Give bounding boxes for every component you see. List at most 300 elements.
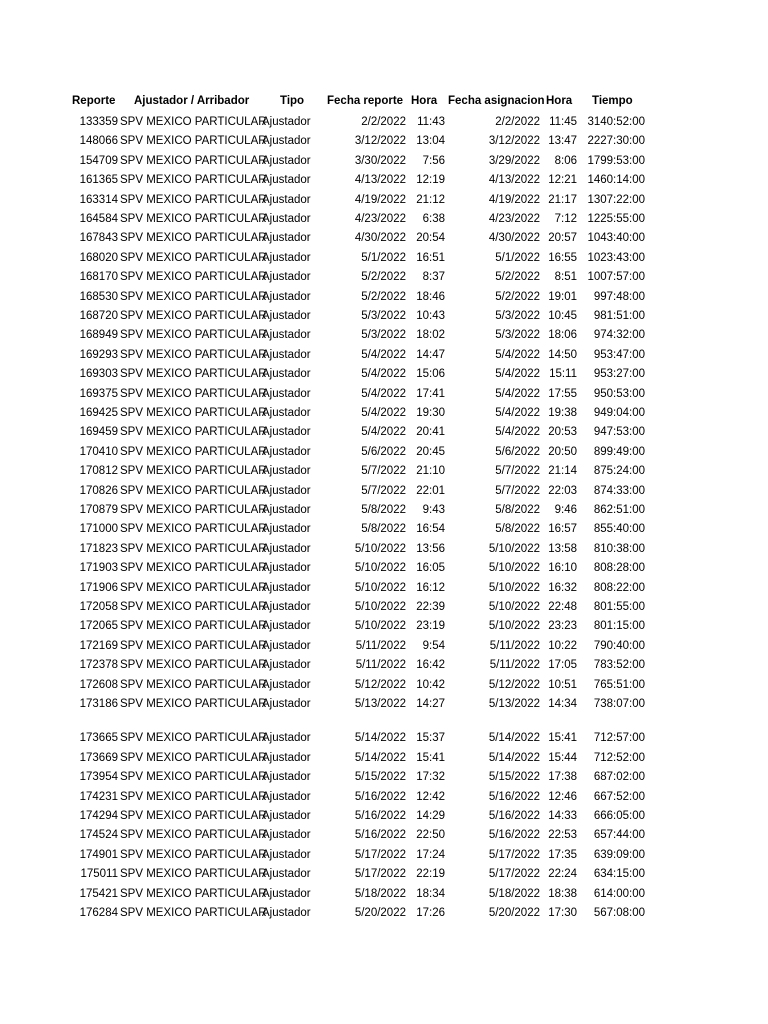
cell-reporte: 175421	[79, 888, 118, 900]
cell-fecha-asignacion: 5/16/2022	[488, 791, 540, 803]
header-tiempo: Tiempo	[592, 95, 633, 107]
cell-hora-asignacion: 21:14	[548, 465, 577, 477]
cell-tiempo: 947:53:00	[593, 426, 645, 438]
cell-reporte: 173954	[79, 771, 118, 783]
cell-fecha-reporte: 4/19/2022	[354, 194, 406, 206]
cell-ajustador: SPV MEXICO PARTICULAR	[120, 523, 267, 535]
cell-fecha-reporte: 5/8/2022	[361, 504, 406, 516]
cell-fecha-reporte: 5/10/2022	[354, 562, 406, 574]
header-hora-reporte: Hora	[411, 95, 438, 107]
table-row	[0, 865, 768, 884]
cell-fecha-asignacion: 5/7/2022	[495, 465, 540, 477]
cell-fecha-asignacion: 5/4/2022	[495, 426, 540, 438]
cell-reporte: 168949	[79, 329, 118, 341]
cell-tipo: Ajustador	[262, 732, 311, 744]
cell-tipo: Ajustador	[262, 752, 311, 764]
cell-reporte: 168170	[79, 271, 118, 283]
cell-fecha-reporte: 5/17/2022	[354, 868, 406, 880]
cell-tiempo: 2227:30:00	[587, 135, 645, 147]
cell-ajustador: SPV MEXICO PARTICULAR	[120, 426, 267, 438]
cell-hora-reporte: 17:32	[416, 771, 445, 783]
cell-tipo: Ajustador	[262, 659, 311, 671]
cell-hora-reporte: 16:54	[416, 523, 445, 535]
cell-tipo: Ajustador	[262, 543, 311, 555]
cell-hora-reporte: 14:27	[416, 698, 445, 710]
cell-tipo: Ajustador	[262, 194, 311, 206]
cell-fecha-asignacion: 4/30/2022	[488, 232, 540, 244]
table-row	[0, 617, 768, 636]
cell-ajustador: SPV MEXICO PARTICULAR	[120, 659, 267, 671]
cell-hora-reporte: 20:54	[416, 232, 445, 244]
cell-ajustador: SPV MEXICO PARTICULAR	[120, 640, 267, 652]
cell-reporte: 164584	[79, 213, 118, 225]
cell-tipo: Ajustador	[262, 791, 311, 803]
cell-reporte: 172065	[79, 620, 118, 632]
table-row	[0, 846, 768, 865]
cell-hora-asignacion: 12:21	[548, 174, 577, 186]
cell-hora-asignacion: 8:06	[554, 155, 577, 167]
cell-ajustador: SPV MEXICO PARTICULAR	[120, 601, 267, 613]
cell-tiempo: 783:52:00	[593, 659, 645, 671]
table-row	[0, 326, 768, 345]
cell-reporte: 168530	[79, 291, 118, 303]
cell-hora-asignacion: 16:32	[548, 582, 577, 594]
table-row	[0, 249, 768, 268]
cell-tiempo: 953:47:00	[593, 349, 645, 361]
cell-ajustador: SPV MEXICO PARTICULAR	[120, 810, 267, 822]
cell-fecha-asignacion: 5/10/2022	[488, 543, 540, 555]
cell-fecha-reporte: 3/12/2022	[354, 135, 406, 147]
cell-tiempo: 639:09:00	[593, 849, 645, 861]
cell-tiempo: 899:49:00	[593, 446, 645, 458]
cell-fecha-reporte: 5/18/2022	[354, 888, 406, 900]
header-fecha-reporte: Fecha reporte	[327, 95, 404, 107]
cell-tiempo: 790:40:00	[593, 640, 645, 652]
cell-ajustador: SPV MEXICO PARTICULAR	[120, 907, 267, 919]
cell-fecha-asignacion: 5/4/2022	[495, 388, 540, 400]
cell-tipo: Ajustador	[262, 291, 311, 303]
cell-hora-asignacion: 8:51	[554, 271, 577, 283]
cell-fecha-asignacion: 3/29/2022	[488, 155, 540, 167]
cell-tipo: Ajustador	[262, 349, 311, 361]
table-row	[0, 229, 768, 248]
cell-hora-asignacion: 18:38	[548, 888, 577, 900]
cell-tiempo: 712:57:00	[593, 732, 645, 744]
cell-ajustador: SPV MEXICO PARTICULAR	[120, 291, 267, 303]
cell-ajustador: SPV MEXICO PARTICULAR	[120, 829, 267, 841]
cell-hora-reporte: 12:42	[416, 791, 445, 803]
cell-tiempo: 1307:22:00	[587, 194, 645, 206]
cell-hora-asignacion: 14:34	[548, 698, 577, 710]
header-hora-asignacion: Hora	[546, 95, 573, 107]
cell-reporte: 154709	[79, 155, 118, 167]
cell-hora-reporte: 23:19	[416, 620, 445, 632]
cell-fecha-reporte: 5/4/2022	[361, 368, 406, 380]
cell-tipo: Ajustador	[262, 116, 311, 128]
cell-ajustador: SPV MEXICO PARTICULAR	[120, 582, 267, 594]
cell-hora-asignacion: 16:10	[548, 562, 577, 574]
cell-hora-asignacion: 18:06	[548, 329, 577, 341]
cell-tiempo: 1043:40:00	[587, 232, 645, 244]
cell-ajustador: SPV MEXICO PARTICULAR	[120, 562, 267, 574]
table-row	[0, 768, 768, 787]
cell-fecha-asignacion: 5/16/2022	[488, 810, 540, 822]
cell-fecha-asignacion: 5/7/2022	[495, 485, 540, 497]
cell-tiempo: 810:38:00	[593, 543, 645, 555]
cell-fecha-reporte: 5/10/2022	[354, 601, 406, 613]
cell-reporte: 170879	[79, 504, 118, 516]
cell-fecha-reporte: 5/4/2022	[361, 388, 406, 400]
cell-tiempo: 1225:55:00	[587, 213, 645, 225]
cell-fecha-asignacion: 3/12/2022	[488, 135, 540, 147]
cell-fecha-reporte: 5/3/2022	[361, 329, 406, 341]
cell-fecha-asignacion: 5/15/2022	[488, 771, 540, 783]
cell-ajustador: SPV MEXICO PARTICULAR	[120, 732, 267, 744]
table-row	[0, 749, 768, 768]
cell-hora-reporte: 14:47	[416, 349, 445, 361]
cell-hora-asignacion: 16:57	[548, 523, 577, 535]
cell-fecha-reporte: 5/7/2022	[361, 485, 406, 497]
cell-tipo: Ajustador	[262, 465, 311, 477]
cell-hora-asignacion: 15:44	[548, 752, 577, 764]
cell-hora-reporte: 12:19	[416, 174, 445, 186]
cell-tipo: Ajustador	[262, 582, 311, 594]
cell-tipo: Ajustador	[262, 640, 311, 652]
cell-hora-asignacion: 15:11	[549, 368, 577, 380]
cell-hora-reporte: 22:01	[416, 485, 445, 497]
cell-ajustador: SPV MEXICO PARTICULAR	[120, 407, 267, 419]
cell-hora-reporte: 16:12	[416, 582, 445, 594]
cell-hora-asignacion: 22:53	[548, 829, 577, 841]
cell-tipo: Ajustador	[262, 829, 311, 841]
cell-hora-asignacion: 13:58	[548, 543, 577, 555]
cell-tiempo: 3140:52:00	[587, 116, 645, 128]
cell-fecha-asignacion: 5/10/2022	[488, 562, 540, 574]
cell-hora-reporte: 21:10	[416, 465, 445, 477]
cell-fecha-reporte: 5/8/2022	[361, 523, 406, 535]
table-row	[0, 482, 768, 501]
cell-reporte: 172378	[79, 659, 118, 671]
cell-fecha-reporte: 5/1/2022	[361, 252, 406, 264]
cell-ajustador: SPV MEXICO PARTICULAR	[120, 485, 267, 497]
cell-fecha-reporte: 5/14/2022	[354, 752, 406, 764]
cell-fecha-asignacion: 5/10/2022	[488, 582, 540, 594]
cell-fecha-asignacion: 5/14/2022	[488, 752, 540, 764]
cell-fecha-asignacion: 5/11/2022	[489, 640, 540, 652]
cell-ajustador: SPV MEXICO PARTICULAR	[120, 504, 267, 516]
cell-hora-asignacion: 14:33	[548, 810, 577, 822]
cell-ajustador: SPV MEXICO PARTICULAR	[120, 271, 267, 283]
table-row	[0, 559, 768, 578]
cell-hora-asignacion: 10:22	[548, 640, 577, 652]
cell-tiempo: 667:52:00	[593, 791, 645, 803]
cell-tipo: Ajustador	[262, 446, 311, 458]
cell-ajustador: SPV MEXICO PARTICULAR	[120, 232, 267, 244]
cell-fecha-reporte: 5/16/2022	[354, 791, 406, 803]
cell-tiempo: 687:02:00	[593, 771, 645, 783]
cell-fecha-asignacion: 5/12/2022	[488, 679, 540, 691]
cell-tiempo: 1007:57:00	[587, 271, 645, 283]
cell-hora-reporte: 6:38	[422, 213, 445, 225]
table-row	[0, 885, 768, 904]
cell-fecha-asignacion: 5/8/2022	[495, 523, 540, 535]
cell-tiempo: 974:32:00	[593, 329, 645, 341]
cell-fecha-asignacion: 5/2/2022	[495, 291, 540, 303]
cell-reporte: 172058	[79, 601, 118, 613]
cell-ajustador: SPV MEXICO PARTICULAR	[120, 752, 267, 764]
cell-hora-asignacion: 11:45	[549, 116, 577, 128]
cell-tipo: Ajustador	[262, 232, 311, 244]
cell-ajustador: SPV MEXICO PARTICULAR	[120, 155, 267, 167]
cell-fecha-asignacion: 5/17/2022	[488, 868, 540, 880]
cell-tipo: Ajustador	[262, 155, 311, 167]
cell-tipo: Ajustador	[262, 485, 311, 497]
cell-fecha-asignacion: 2/2/2022	[495, 116, 540, 128]
cell-fecha-reporte: 5/10/2022	[354, 582, 406, 594]
cell-hora-reporte: 9:43	[422, 504, 445, 516]
cell-fecha-asignacion: 5/3/2022	[495, 329, 540, 341]
cell-fecha-reporte: 5/13/2022	[354, 698, 406, 710]
cell-reporte: 170826	[79, 485, 118, 497]
cell-fecha-asignacion: 5/6/2022	[495, 446, 540, 458]
cell-tipo: Ajustador	[262, 310, 311, 322]
cell-tipo: Ajustador	[262, 523, 311, 535]
cell-hora-asignacion: 20:57	[548, 232, 577, 244]
cell-fecha-reporte: 4/23/2022	[354, 213, 406, 225]
cell-ajustador: SPV MEXICO PARTICULAR	[120, 698, 267, 710]
cell-fecha-reporte: 5/17/2022	[354, 849, 406, 861]
table-row	[0, 288, 768, 307]
cell-hora-asignacion: 13:47	[548, 135, 577, 147]
cell-reporte: 169293	[79, 349, 118, 361]
table-row	[0, 171, 768, 190]
cell-reporte: 170410	[79, 446, 118, 458]
cell-tipo: Ajustador	[262, 620, 311, 632]
table-row	[0, 113, 768, 132]
cell-hora-asignacion: 17:38	[548, 771, 577, 783]
table-row	[0, 540, 768, 559]
cell-tiempo: 1023:43:00	[587, 252, 645, 264]
cell-hora-reporte: 10:42	[416, 679, 445, 691]
cell-fecha-reporte: 5/11/2022	[355, 659, 406, 671]
cell-hora-reporte: 9:54	[422, 640, 445, 652]
cell-tipo: Ajustador	[262, 368, 311, 380]
table-row	[0, 404, 768, 423]
cell-reporte: 168720	[79, 310, 118, 322]
cell-fecha-reporte: 5/10/2022	[354, 543, 406, 555]
cell-ajustador: SPV MEXICO PARTICULAR	[120, 465, 267, 477]
cell-hora-reporte: 11:43	[417, 116, 445, 128]
cell-hora-reporte: 15:37	[416, 732, 445, 744]
cell-reporte: 167843	[79, 232, 118, 244]
cell-tipo: Ajustador	[262, 213, 311, 225]
cell-fecha-reporte: 5/4/2022	[361, 349, 406, 361]
cell-fecha-asignacion: 5/13/2022	[488, 698, 540, 710]
cell-hora-asignacion: 17:05	[548, 659, 577, 671]
table-row	[0, 656, 768, 675]
cell-hora-reporte: 15:41	[416, 752, 445, 764]
cell-ajustador: SPV MEXICO PARTICULAR	[120, 329, 267, 341]
cell-tiempo: 997:48:00	[593, 291, 645, 303]
table-row	[0, 904, 768, 923]
cell-reporte: 174901	[79, 849, 118, 861]
cell-fecha-asignacion: 5/4/2022	[495, 368, 540, 380]
table-row	[0, 729, 768, 748]
table-row	[0, 268, 768, 287]
cell-hora-asignacion: 17:55	[548, 388, 577, 400]
cell-fecha-reporte: 5/3/2022	[361, 310, 406, 322]
cell-fecha-reporte: 5/7/2022	[361, 465, 406, 477]
cell-reporte: 172169	[79, 640, 118, 652]
cell-fecha-asignacion: 5/8/2022	[495, 504, 540, 516]
cell-tipo: Ajustador	[262, 271, 311, 283]
cell-ajustador: SPV MEXICO PARTICULAR	[120, 135, 267, 147]
cell-fecha-asignacion: 4/19/2022	[488, 194, 540, 206]
cell-reporte: 168020	[79, 252, 118, 264]
cell-tiempo: 875:24:00	[593, 465, 645, 477]
cell-reporte: 169303	[79, 368, 118, 380]
cell-ajustador: SPV MEXICO PARTICULAR	[120, 388, 267, 400]
cell-reporte: 171823	[79, 543, 118, 555]
cell-reporte: 133359	[79, 116, 118, 128]
cell-hora-reporte: 13:04	[416, 135, 445, 147]
cell-hora-reporte: 21:12	[416, 194, 445, 206]
cell-hora-asignacion: 14:50	[548, 349, 577, 361]
cell-reporte: 174524	[79, 829, 118, 841]
table-row	[0, 695, 768, 714]
cell-reporte: 171000	[79, 523, 118, 535]
header-ajustador: Ajustador / Arribador	[134, 95, 250, 107]
cell-hora-asignacion: 21:17	[548, 194, 577, 206]
cell-hora-asignacion: 19:38	[548, 407, 577, 419]
cell-fecha-asignacion: 5/2/2022	[495, 271, 540, 283]
cell-hora-asignacion: 22:48	[548, 601, 577, 613]
cell-tiempo: 712:52:00	[593, 752, 645, 764]
table-row	[0, 637, 768, 656]
cell-fecha-reporte: 5/6/2022	[361, 446, 406, 458]
table-row	[0, 365, 768, 384]
cell-hora-asignacion: 9:46	[554, 504, 577, 516]
cell-tiempo: 657:44:00	[593, 829, 645, 841]
cell-hora-reporte: 16:51	[416, 252, 445, 264]
cell-hora-reporte: 13:56	[416, 543, 445, 555]
cell-fecha-asignacion: 5/14/2022	[488, 732, 540, 744]
table-row	[0, 210, 768, 229]
cell-tiempo: 953:27:00	[593, 368, 645, 380]
cell-ajustador: SPV MEXICO PARTICULAR	[120, 888, 267, 900]
cell-hora-reporte: 22:19	[416, 868, 445, 880]
table-row	[0, 443, 768, 462]
cell-fecha-reporte: 5/20/2022	[354, 907, 406, 919]
cell-tiempo: 874:33:00	[593, 485, 645, 497]
cell-tiempo: 1460:14:00	[587, 174, 645, 186]
cell-tiempo: 862:51:00	[593, 504, 645, 516]
table-row	[0, 385, 768, 404]
cell-fecha-asignacion: 5/20/2022	[488, 907, 540, 919]
cell-hora-reporte: 22:39	[416, 601, 445, 613]
cell-ajustador: SPV MEXICO PARTICULAR	[120, 446, 267, 458]
cell-fecha-asignacion: 5/1/2022	[495, 252, 540, 264]
cell-fecha-reporte: 4/13/2022	[354, 174, 406, 186]
cell-tipo: Ajustador	[262, 888, 311, 900]
cell-fecha-reporte: 5/4/2022	[361, 426, 406, 438]
cell-hora-asignacion: 22:24	[548, 868, 577, 880]
cell-hora-asignacion: 23:23	[548, 620, 577, 632]
cell-fecha-reporte: 5/11/2022	[355, 640, 406, 652]
cell-tipo: Ajustador	[262, 868, 311, 880]
cell-reporte: 171903	[79, 562, 118, 574]
cell-fecha-asignacion: 5/10/2022	[488, 601, 540, 613]
cell-reporte: 173186	[79, 698, 118, 710]
cell-hora-asignacion: 16:55	[548, 252, 577, 264]
cell-reporte: 163314	[79, 194, 118, 206]
cell-tipo: Ajustador	[262, 601, 311, 613]
cell-tiempo: 567:08:00	[593, 907, 645, 919]
cell-tipo: Ajustador	[262, 907, 311, 919]
cell-fecha-reporte: 5/16/2022	[354, 829, 406, 841]
cell-hora-asignacion: 12:46	[548, 791, 577, 803]
cell-hora-asignacion: 15:41	[548, 732, 577, 744]
cell-ajustador: SPV MEXICO PARTICULAR	[120, 252, 267, 264]
cell-tipo: Ajustador	[262, 698, 311, 710]
cell-tiempo: 614:00:00	[593, 888, 645, 900]
cell-fecha-reporte: 4/30/2022	[354, 232, 406, 244]
cell-tiempo: 634:15:00	[593, 868, 645, 880]
cell-ajustador: SPV MEXICO PARTICULAR	[120, 116, 267, 128]
cell-fecha-asignacion: 5/18/2022	[488, 888, 540, 900]
header-tipo: Tipo	[280, 95, 305, 107]
table-row	[0, 676, 768, 695]
table-row	[0, 598, 768, 617]
cell-tiempo: 950:53:00	[593, 388, 645, 400]
cell-reporte: 171906	[79, 582, 118, 594]
table-row	[0, 520, 768, 539]
cell-tipo: Ajustador	[262, 849, 311, 861]
cell-reporte: 169425	[79, 407, 118, 419]
cell-tiempo: 801:55:00	[593, 601, 645, 613]
table-row	[0, 191, 768, 210]
cell-hora-reporte: 18:46	[416, 291, 445, 303]
cell-hora-asignacion: 20:53	[548, 426, 577, 438]
cell-hora-reporte: 18:34	[416, 888, 445, 900]
cell-tiempo: 808:22:00	[593, 582, 645, 594]
cell-fecha-asignacion: 5/4/2022	[495, 407, 540, 419]
cell-hora-reporte: 20:41	[416, 426, 445, 438]
cell-tipo: Ajustador	[262, 426, 311, 438]
cell-fecha-reporte: 3/30/2022	[354, 155, 406, 167]
cell-fecha-reporte: 5/2/2022	[361, 271, 406, 283]
cell-hora-reporte: 19:30	[416, 407, 445, 419]
cell-reporte: 170812	[79, 465, 118, 477]
cell-fecha-reporte: 5/14/2022	[354, 732, 406, 744]
cell-reporte: 169375	[79, 388, 118, 400]
cell-fecha-asignacion: 5/17/2022	[488, 849, 540, 861]
table-row	[0, 462, 768, 481]
cell-tiempo: 765:51:00	[593, 679, 645, 691]
cell-tipo: Ajustador	[262, 252, 311, 264]
cell-ajustador: SPV MEXICO PARTICULAR	[120, 620, 267, 632]
cell-hora-reporte: 14:29	[416, 810, 445, 822]
cell-reporte: 174231	[79, 791, 118, 803]
cell-ajustador: SPV MEXICO PARTICULAR	[120, 543, 267, 555]
table-row	[0, 132, 768, 151]
cell-hora-reporte: 10:43	[416, 310, 445, 322]
cell-fecha-reporte: 5/16/2022	[354, 810, 406, 822]
cell-tipo: Ajustador	[262, 679, 311, 691]
cell-fecha-asignacion: 4/23/2022	[488, 213, 540, 225]
cell-ajustador: SPV MEXICO PARTICULAR	[120, 791, 267, 803]
cell-ajustador: SPV MEXICO PARTICULAR	[120, 771, 267, 783]
